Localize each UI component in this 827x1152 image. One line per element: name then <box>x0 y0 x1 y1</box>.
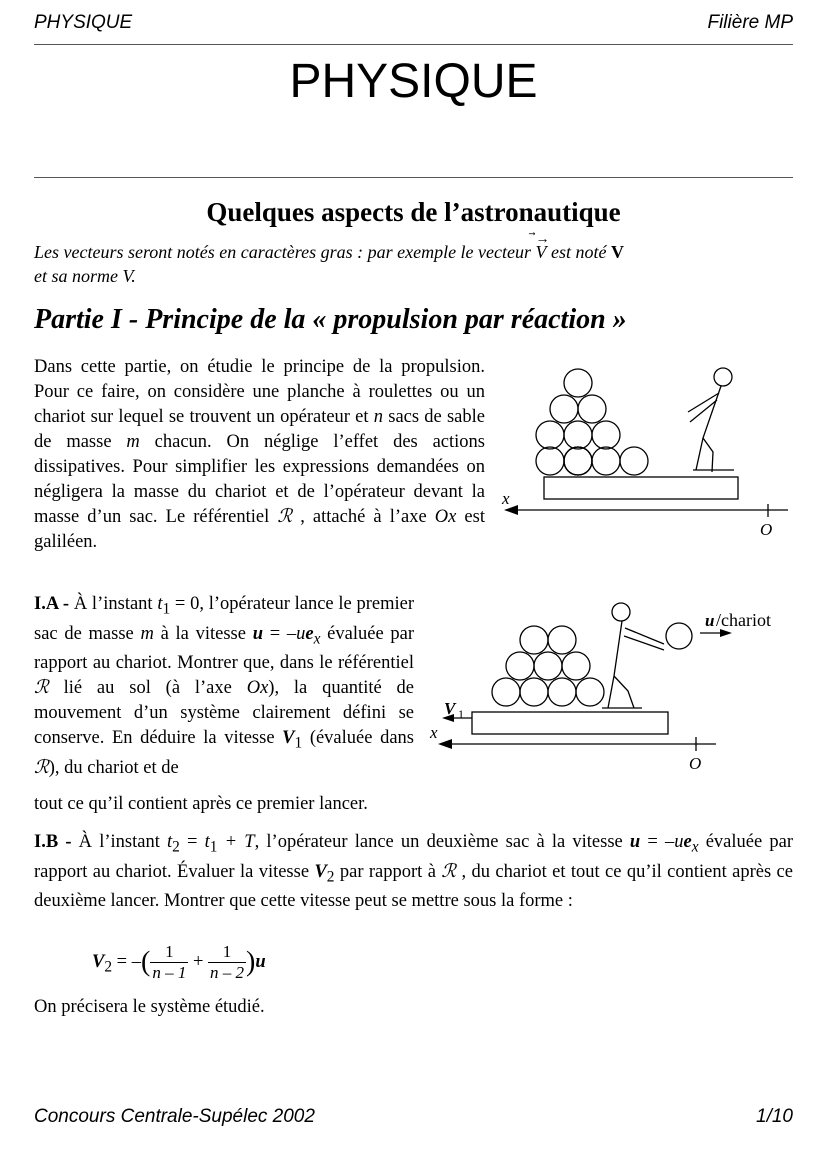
title-divider <box>34 177 793 178</box>
fig2-x-label: x <box>430 723 438 742</box>
question-IA: I.A - À l’instant $t_1 = 0$, l’opérateur lance le premier sac de masse m à la vitesse $u = -ue_x$ évaluée par rapport au chariot. Montrer que, dans le référentiel ℛ lié au sol (à l’axe Ox), la quantité de mouvement d’un système clairement défini se conserve. En déduire la vitesse $V_1$ (évaluée dans ℛ), du chariot et de <box>34 594 415 779</box>
vector-arrow-icon: ⃗→ <box>535 232 550 247</box>
fig1-x-label: x <box>502 489 510 508</box>
paragraph-intro-part1: Dans cette partie, on étudie le principe de la propulsion. Pour ce faire, on considère une planche à roulettes ou un chariot sur lequel se trouvent un opérateur et n sacs de sable de masse m chacun. On néglige l’effet des actions dissipatives. Pour simplifier les expressions demandées on négligera la masse du chariot et de l’opérateur devant la masse d’un sac. Le référentiel ℛ , attaché à l’axe Ox est galiléen. <box>34 357 485 552</box>
footer-left: Concours Centrale-Supélec 2002 <box>34 1106 315 1127</box>
figure-chariot-initial <box>498 360 798 540</box>
question-IB: I.B - À l’instant $t_2 = t_1 + T$, l’opérateur lance un deuxième sac à la vitesse $u = -ue_x$ évaluée par rapport au chariot. Évaluer la vitesse $V_2$ par rapport à ℛ , du chariot et tout ce qu’il contient après ce deuxième lancer. Montrer que cette vitesse peut se mettre sous la forme : <box>34 832 793 912</box>
fig2-u-suffix: /chariot <box>716 610 771 630</box>
fig2-v1-subscript: 1 <box>458 707 464 721</box>
closing-note: On précisera le système étudié. <box>34 997 265 1017</box>
equation-V2: $V_2$ = –( $\frac{1}{n - 1}$ + $\frac{1}{n - 2}$ )u <box>92 942 266 982</box>
page-title: PHYSIQUE <box>289 55 538 108</box>
part-title: Partie I - Principe de la « propulsion par réaction » <box>34 304 627 335</box>
header-right: Filière MP <box>707 12 793 33</box>
question-IA-last-line: tout ce qu’il contient après ce premier lancer. <box>34 794 368 814</box>
header-divider <box>34 44 793 45</box>
figure-chariot-first-throw <box>428 596 798 776</box>
section-subtitle: Quelques aspects de l’astronautique <box>206 197 621 227</box>
fig2-u-label: u <box>705 611 715 630</box>
intro-text: Les vecteurs seront notés en caractères gras : par exemple le vecteur ⃗→ V est noté V et sa norme V. <box>34 240 794 288</box>
page-number: 1/10 <box>756 1106 793 1127</box>
fig1-origin-label: O <box>760 520 773 539</box>
fig2-origin-label: O <box>689 754 702 773</box>
fig2-v1-label: V <box>444 699 456 718</box>
header-left: PHYSIQUE <box>34 12 133 33</box>
